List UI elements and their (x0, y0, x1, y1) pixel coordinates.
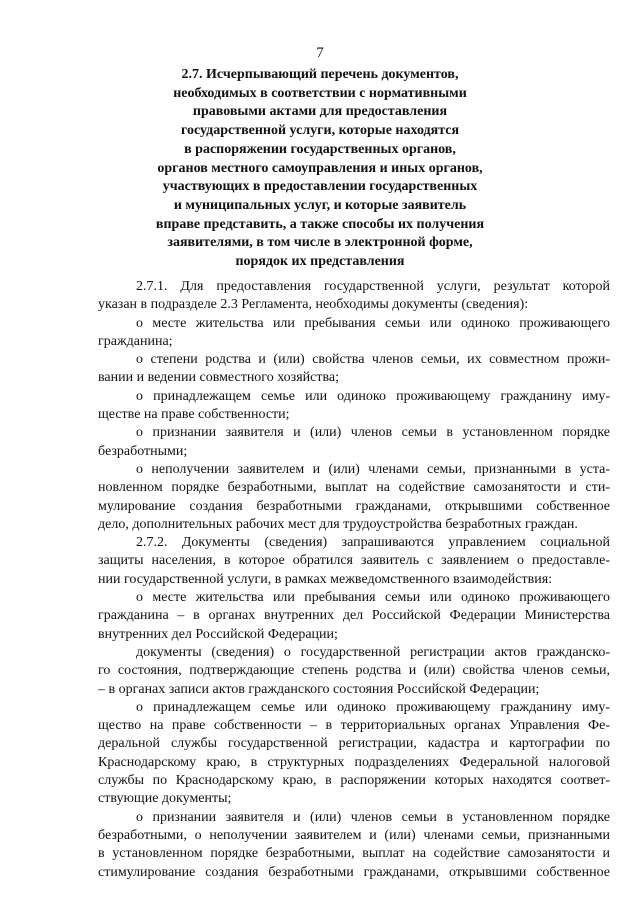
body-line: защиты населения, в которое обратился заявитель с заявлением о предоставле- (98, 553, 610, 569)
body-line: безработными, о неполучении заявителем и (или) членами семьи, признанными (98, 827, 610, 843)
body-line: деральной службы государственной регистрации, кадастра и картографии по (98, 736, 610, 752)
body-line: о степени родства и (или) свойства членов семьи, их совместном прожи- (136, 352, 610, 368)
body-line: службы по Краснодарскому краю, в распоряжении которых находятся соответ- (98, 773, 610, 789)
heading-line: заявителями, в том числе в электронной форме, (167, 235, 473, 251)
body-line: новленном порядке безработными, выплат на содействие самозанятости и сти- (98, 480, 610, 496)
heading-line: в распоряжении государственных органов, (184, 141, 456, 157)
heading-line: органов местного самоуправления и иных органов, (157, 160, 483, 176)
body-line: документы (сведения) о государственной регистрации актов гражданско- (136, 644, 610, 660)
body-line: о месте жительства или пребывания семьи или одиноко проживающего (136, 315, 610, 331)
body-line: гражданина – в органах внутренних дел Российской Федерации Министерства (98, 608, 610, 624)
body-line: о месте жительства или пребывания семьи или одиноко проживающего (136, 590, 610, 606)
heading-line: вправе представить, а также способы их получения (155, 216, 485, 232)
body-line: безработными; (98, 443, 188, 459)
heading-line: порядок их представления (235, 254, 405, 270)
heading-line: 2.7. Исчерпывающий перечень документов, (181, 67, 459, 82)
body-line: указан в подразделе 2.3 Регламента, необходимы документы (сведения): (98, 297, 529, 313)
body-line: Краснодарскому краю, в структурных подразделениях Федеральной налоговой (98, 754, 610, 770)
body-line: ствующие документы; (98, 791, 232, 807)
body-line: 2.7.1. Для предоставления государственной услуги, результат которой (136, 279, 610, 294)
body-line: внутренних дел Российской Федерации; (98, 626, 338, 642)
body-line: 2.7.2. Документы (сведения) запрашиваются управлением социальной (136, 535, 610, 551)
document-body (98, 278, 610, 882)
body-line: мулирование создания безработными гражданами, открывшими собственное (98, 498, 610, 514)
body-line: нии государственной услуги, в рамках межведомственного взаимодействия: (98, 571, 553, 587)
body-line: стимулирование создания безработными гражданами, открывшими собственное (98, 864, 610, 880)
body-line: о принадлежащем семье или одиноко проживающему гражданину иму- (136, 699, 610, 715)
section-heading (0, 66, 640, 272)
heading-line: участвующих в предоставлении государственных (162, 179, 478, 195)
heading-line: государственной услуги, которые находятся (180, 123, 460, 139)
body-line: го состояния, подтверждающие степень родства и (или) свойства членов семьи, (98, 663, 610, 679)
body-line: дело, дополнительных рабочих мест для трудоустройства безработных граждан. (98, 516, 578, 532)
body-line: о неполучении заявителем и (или) членами семьи, признанными в уста- (136, 461, 610, 477)
body-line: о принадлежащем семье или одиноко проживающему гражданину иму- (136, 388, 610, 404)
body-line: гражданина; (98, 333, 173, 349)
body-line: о признании заявителя и (или) членов семьи в установленном порядке (136, 809, 610, 825)
page-number: 7 (316, 45, 324, 61)
heading-line: и муниципальных услуг, и которые заявитель (173, 197, 467, 213)
body-line: ществе на праве собственности; (98, 407, 290, 423)
body-line: – в органах записи актов гражданского состояния Российской Федерации; (98, 681, 540, 697)
heading-line: необходимых в соответствии с нормативными (173, 85, 467, 101)
heading-line: правовыми актами для предоставления (192, 104, 448, 120)
body-line: вании и ведении совместного хозяйства; (98, 370, 339, 386)
body-line: в установленном порядке безработными, выплат на содействие самозанятости и (98, 846, 610, 862)
body-line: щество на праве собственности – в территориальных органах Управления Фе- (98, 718, 610, 734)
body-line: о признании заявителя и (или) членов семьи в установленном порядке (136, 425, 610, 441)
